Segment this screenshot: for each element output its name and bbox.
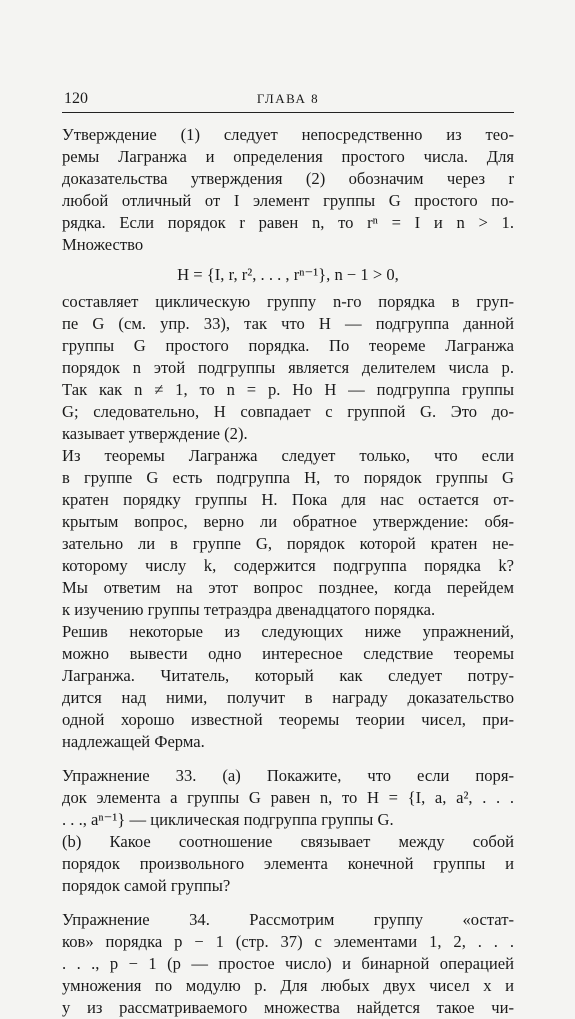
text-line: Так как n ≠ 1, то n = p. Но H — подгруппа группы	[62, 380, 514, 399]
text-line: Мы ответим на этот вопрос позднее, когда перейдем	[62, 578, 514, 597]
text-line: Лагранжа. Читатель, который как следует потру-	[62, 666, 514, 685]
exercise-line: умножения по модулю p. Для любых двух чисел x и	[62, 976, 514, 995]
exercise-line: порядок произвольного элемента конечной группы и	[62, 854, 514, 873]
text-line: ремы Лагранжа и определения простого числа. Для	[62, 147, 514, 166]
exercise-line: порядок самой группы?	[62, 876, 231, 895]
text-line: казывает утверждение (2).	[62, 424, 248, 443]
text-line: которому числу k, содержится подгруппа порядка k?	[62, 556, 514, 575]
text-line: доказательства утверждения (2) обозначим через r	[62, 169, 514, 188]
exercise-line: y из рассматриваемого множества найдется такое чи-	[62, 998, 514, 1017]
text-line: Из теоремы Лагранжа следует только, что если	[62, 446, 514, 465]
text-line: можно вывести одно интересное следствие теоремы	[62, 644, 514, 663]
text-line: любой отличный от I элемент группы G простого по-	[62, 191, 514, 210]
text-line: порядок n этой подгруппы является делителем числа p.	[62, 358, 514, 377]
exercise-line: (b) Какое соотношение связывает между собой	[62, 832, 514, 851]
text-line: одной хорошо известной теоремы теории чисел, при-	[62, 710, 514, 729]
text-line: дится над ними, получит в награду доказательство	[62, 688, 514, 707]
exercise-line: . . ., aⁿ⁻¹} — циклическая подгруппа группы G.	[62, 810, 394, 829]
page-body	[62, 124, 514, 1019]
text-line: пе G (см. упр. 33), так что H — подгруппа данной	[62, 314, 514, 333]
exercise-line: Упражнение 34. Рассмотрим группу «остат-	[62, 910, 514, 929]
text-line: к изучению группы тетраэдра двенадцатого порядка.	[62, 600, 436, 619]
paragraph-gap	[62, 897, 514, 909]
text-line: в группе G есть подгруппа H, то порядок группы G	[62, 468, 514, 487]
text-line: Решив некоторые из следующих ниже упражнений,	[62, 622, 514, 641]
page-number: 120	[64, 90, 88, 107]
running-head	[62, 86, 514, 113]
text-line: Множество	[62, 235, 144, 254]
display-formula: H = {I, r, r², . . . , rⁿ⁻¹}, n − 1 > 0,	[177, 265, 399, 284]
text-line: зательно ли в группе G, порядок которой кратен не-	[62, 534, 514, 553]
text-line: группы G простого порядка. По теореме Лагранжа	[62, 336, 514, 355]
exercise-line: . . ., p − 1 (p — простое число) и бинарной операцией	[62, 954, 514, 973]
text-line: кратен порядку группы H. Пока для нас остается от-	[62, 490, 514, 509]
exercise-line: Упражнение 33. (a) Покажите, что если поря-	[62, 766, 514, 785]
text-line: G; следовательно, H совпадает с группой G. Это до-	[62, 402, 514, 421]
text-line: Утверждение (1) следует непосредственно из тео-	[62, 125, 514, 144]
exercise-line: док элемента a группы G равен n, то H = {I, a, a², . . .	[62, 788, 514, 807]
exercise-line: ков» порядка p − 1 (стр. 37) с элементами 1, 2, . . .	[62, 932, 514, 951]
paragraph-gap	[62, 753, 514, 765]
text-line: составляет циклическую группу n-го порядка в груп-	[62, 292, 514, 311]
text-line: крытым вопрос, верно ли обратное утверждение: обя-	[62, 512, 514, 531]
chapter-title: ГЛАВА 8	[256, 91, 320, 106]
text-line: рядка. Если порядок r равен n, то rⁿ = I и n > 1.	[62, 213, 514, 232]
text-line: надлежащей Ферма.	[62, 732, 205, 751]
